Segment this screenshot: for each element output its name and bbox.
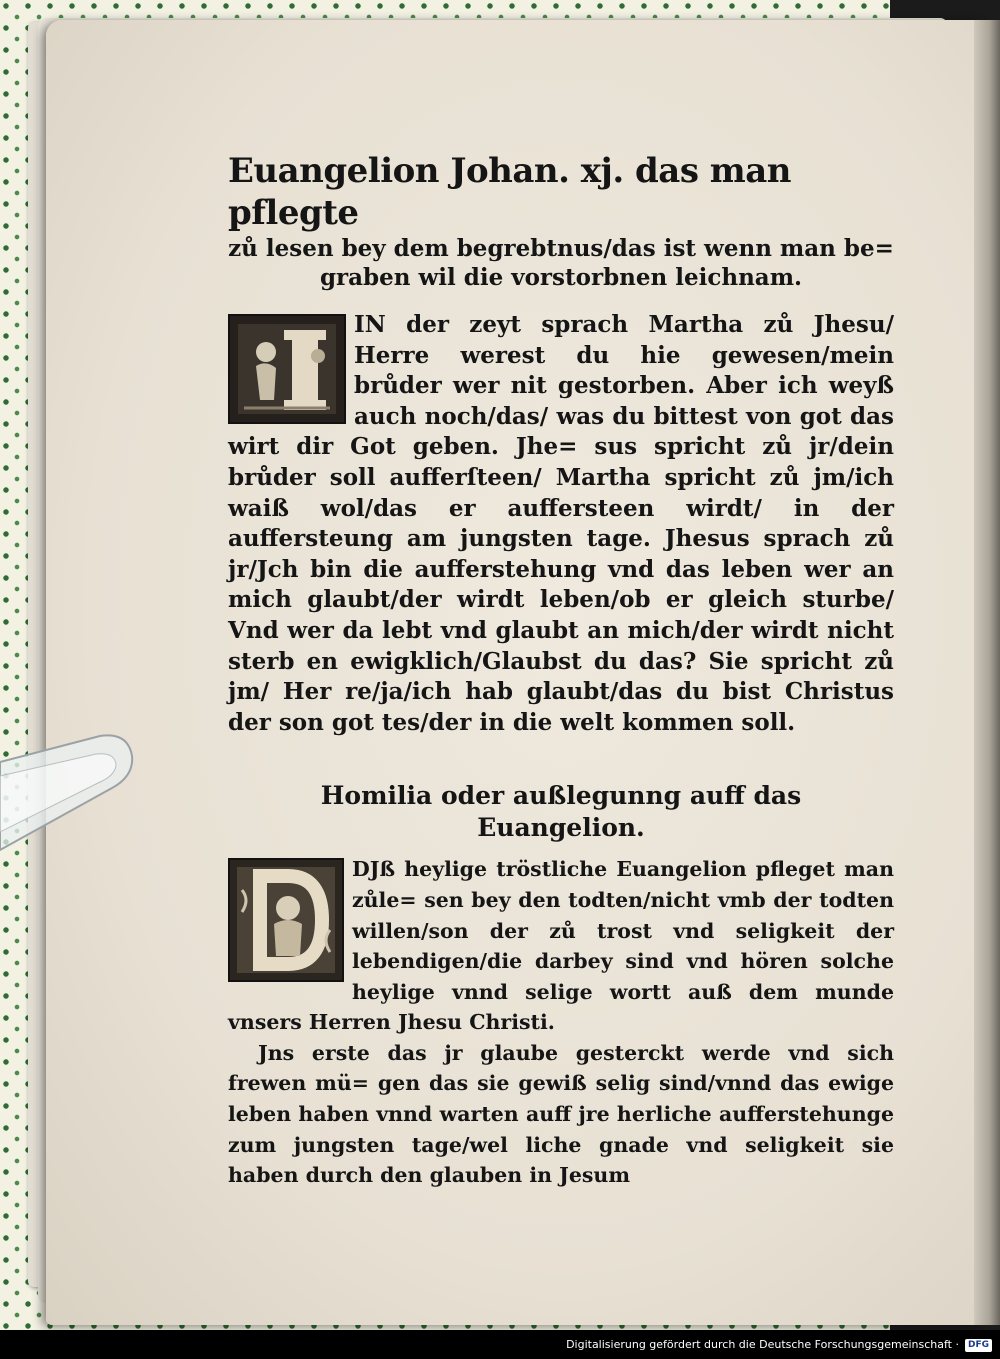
page-heading-line-2: zů lesen bey dem begrebtnus/das ist wenn man be= xyxy=(228,235,894,262)
page-heading: Euangelion Johan. xj. das man pflegte xyxy=(228,151,792,233)
dfg-logo: DFG xyxy=(965,1339,992,1352)
section-heading xyxy=(228,780,894,844)
homily-paragraph-2: Jns erste das jr glaube gesterckt werde vnd sich frewen mü= gen das sie gewiß selig sind/vnnd das ewige leben haben vnnd warten auff jre herliche aufferstehunge zum jungsten tage/wel liche gnade vnd seligkeit sie haben durch den glauben in Jesum xyxy=(228,1040,894,1188)
section-heading-line-2: Euangelion. xyxy=(477,813,645,843)
page-heading-line-3: graben wil die vorstorbnen leichnam. xyxy=(319,264,803,291)
woodcut-initial-D-icon xyxy=(228,858,344,982)
bookmark-clip-icon xyxy=(0,732,140,852)
section-heading-line-1: Homilia oder außlegunng auff das xyxy=(320,781,802,811)
page-text-block xyxy=(228,150,894,1191)
homily-paragraph-1: DJß heylige tröstliche Euangelion pfleget man zůle= sen bey den todten/nicht vmb der todten willen/son der zů trost vnd seligkeit der lebendigen/die darbey sind vnd hören solche heylige vnnd selige wortt auß dem munde vnsers Herren Jhesu Christi. xyxy=(228,857,894,1035)
gospel-paragraph: IN der zeyt sprach Martha zů Jhesu/ Herre werest du hie gewesen/mein brůder wer nit gestorben. Aber ich weyß auch noch/das/ was du bittest von got das wirt dir Got geben. Jhe= sus spricht zů jr/dein brůder soll aufferſteen/ Martha spricht zů jm/ich waiß wol/das er auffersteen wirdt/ in der auffersteung am jungsten tage. Jhesus sprach zů jr/Jch bin die aufferstehung vnd das leben wer an mich glaubt/der wirdt leben/ob er gleich sturbe/ Vnd wer da lebt vnd glaubt an mich/der wirdt nicht sterb en ewigklich/Glaubst du das? Sie spricht zů jm/ Her re/ja/ich hab glaubt/das du bist Christus der son got tes/der in die welt kommen soll. xyxy=(228,311,894,736)
funding-notice: Digitalisierung gefördert durch die Deutsche Forschungsgemeinschaft · xyxy=(566,1338,959,1351)
woodcut-initial-I-icon xyxy=(228,314,346,424)
page-gutter-shadow xyxy=(974,20,1000,1325)
digitization-footer xyxy=(0,1330,1000,1359)
